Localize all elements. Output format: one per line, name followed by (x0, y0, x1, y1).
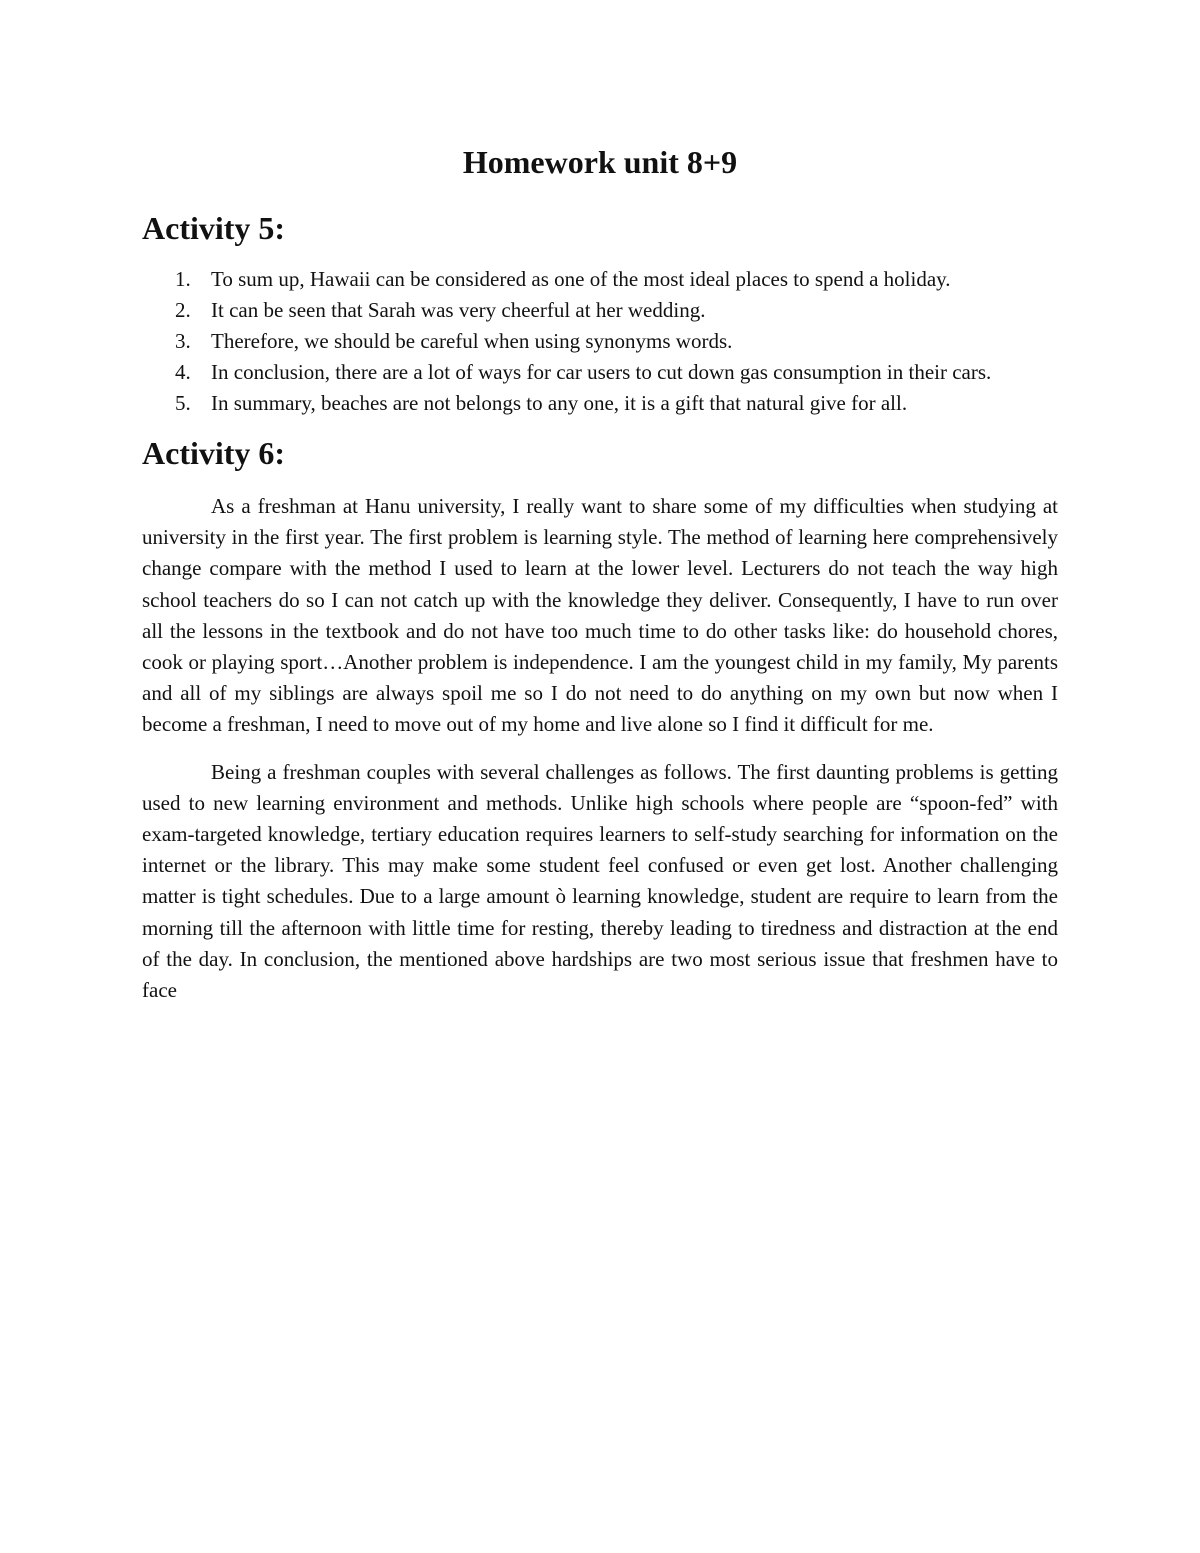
list-item (142, 264, 1058, 295)
list-item-number: 1. (175, 267, 191, 291)
activity-5-list (142, 264, 1058, 419)
list-item-number: 5. (175, 391, 191, 415)
list-item-number: 3. (175, 329, 191, 353)
activity-6-heading: Activity 6: (142, 435, 286, 471)
list-item (142, 388, 1058, 419)
activity-5-heading: Activity 5: (142, 210, 286, 246)
list-item-text: In summary, beaches are not belongs to any one, it is a gift that natural give for all. (211, 391, 908, 415)
list-item-text: In conclusion, there are a lot of ways for car users to cut down gas consumption in their cars. (211, 360, 992, 384)
activity-5-section (142, 204, 1058, 419)
list-item-text: Therefore, we should be careful when using synonyms words. (211, 329, 733, 353)
list-item-text: It can be seen that Sarah was very cheerful at her wedding. (211, 298, 706, 322)
document-body (142, 138, 1058, 1006)
essay-paragraph-2: Being a freshman couples with several challenges as follows. The first daunting problems is getting used to new learning environment and methods. Unlike high schools where people are “spoon-fed” with exam-targeted knowledge, tertiary education requires learners to self-study searching for information on the internet or the library. This may make some student feel confused or even get lost. Another challenging matter is tight schedules. Due to a large amount ò learning knowledge, student are require to learn from the morning till the afternoon with little time for resting, thereby leading to tiredness and distraction at the end of the day. In conclusion, the mentioned above hardships are two most serious issue that freshmen have to face (142, 759, 1058, 1003)
activity-6-essay (142, 491, 1058, 1006)
list-item (142, 295, 1058, 326)
list-item (142, 326, 1058, 357)
list-item-text: To sum up, Hawaii can be considered as one of the most ideal places to spend a holiday. (211, 267, 951, 291)
document-title: Homework unit 8+9 (462, 144, 738, 180)
essay-paragraph-1: As a freshman at Hanu university, I really want to share some of my difficulties when studying at university in the first year. The first problem is learning style. The method of learning here comprehensively change compare with the method I used to learn at the lower level. Lecturers do not teach the way high school teachers do so I can not catch up with the knowledge they deliver. Consequently, I have to run over all the lessons in the textbook and do not have too much time to do other tasks like: do household chores, cook or playing sport…Another problem is independence. I am the youngest child in my family, My parents and all of my siblings are always spoil me so I do not need to do anything on my own but now when I become a freshman, I need to move out of my home and live alone so I find it difficult for me. (142, 494, 1058, 737)
list-item-number: 4. (175, 360, 191, 384)
list-item (142, 357, 1058, 388)
list-item-number: 2. (175, 298, 191, 322)
activity-6-section (142, 429, 1058, 1006)
